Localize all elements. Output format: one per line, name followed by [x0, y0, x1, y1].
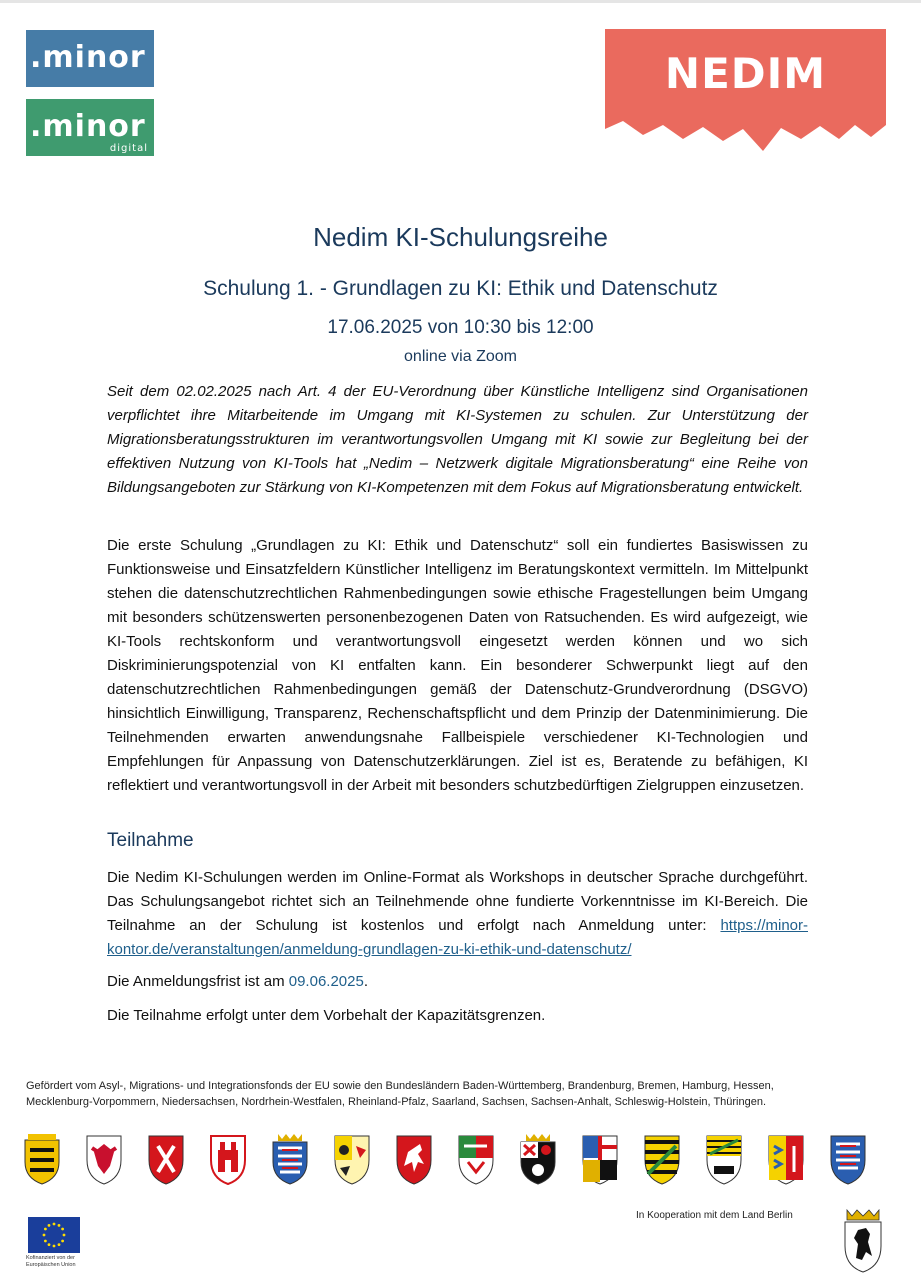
eu-flag-icon	[28, 1217, 80, 1253]
page-subtitle: Schulung 1. - Grundlagen zu KI: Ethik und Datenschutz	[203, 277, 718, 300]
deadline-suffix: .	[363, 973, 368, 990]
schleswig-holstein-crest-icon	[766, 1132, 806, 1186]
hamburg-crest-icon	[208, 1132, 248, 1186]
participation-heading: Teilnahme	[107, 830, 194, 851]
sachsen-anhalt-crest-icon	[704, 1132, 744, 1186]
cooperation-label: In Kooperation mit dem Land Berlin	[636, 1210, 793, 1221]
minor-digital-logo-text: .minor	[30, 109, 146, 144]
eu-text-line-1: Kofinanziert von der	[26, 1255, 75, 1261]
minor-digital-logo-sub: digital	[109, 143, 148, 154]
deadline-prefix: Die Anmeldungsfrist ist am	[107, 973, 289, 990]
page-title: Nedim KI-Schulungsreihe	[313, 222, 608, 252]
sachsen-crest-icon	[642, 1132, 682, 1186]
bremen-crest-icon	[146, 1132, 186, 1186]
saarland-crest-icon	[580, 1132, 620, 1186]
nordrhein-westfalen-crest-icon	[456, 1132, 496, 1186]
minor-digital-logo	[26, 99, 154, 156]
deadline-date: 09.06.2025	[288, 973, 364, 990]
capacity-note: Die Teilnahme erfolgt unter dem Vorbehalt der Kapazitätsgrenzen.	[107, 1007, 546, 1024]
deadline-paragraph	[107, 970, 808, 994]
description-paragraph: Die erste Schulung „Grundlagen zu KI: Ethik und Datenschutz“ soll ein fundiertes Basiswissen zu Funktionsweise und Einsatzfeldern Künstlicher Intelligenz im Beratungskontext vermitteln. Im Mittelpunkt stehen die datenschutzrechtlichen Rahmenbedingungen sowie ethische Fragestellungen beim Umgang mit besonders schützenswerten personenbezogenen Daten von Ratsuchenden. Es wird aufgezeigt, wie KI-Tools rechtskonform und verantwortungsvoll eingesetzt werden können und wo sich Diskriminierungspotenzial von KI entfalten kann. Ein besonderer Schwerpunkt liegt auf den datenschutzrechtlichen Rahmenbedingungen gemäß der Datenschutz-Grundverordnung (DSGVO) hinsichtlich Einwilligung, Transparenz, Rechenschaftspflicht und dem Prinzip der Datenminimierung. Die Teilnehmenden erwarten anwendungsnahe Fallbeispiele verschiedener KI-Technologien und Empfehlungen für Anpassung von Datenschutzerklärungen. Ziel ist es, Beratende zu befähigen, KI reflektiert und verantwortungsvoll in der Arbeit mit besonders schutzbedürftigen Zielgruppen einzusetzen.	[107, 537, 808, 794]
participation-text: Die Nedim KI-Schulungen werden im Online-Format als Workshops in deutscher Sprache durchgeführt. Das Schulungsangebot richtet sich an Teilnehmende ohne fundierte Vorkenntnisse im KI-Bereich. Die Teilnahme an der Schulung ist kostenlos und erfolgt nach Anmeldung unter:	[107, 869, 808, 934]
registration-link[interactable]: https://minor-kontor.de/veranstaltungen/anmeldung-grundlagen-zu-ki-ethik-und-datenschutz/	[107, 917, 808, 958]
thueringen-crest-icon	[828, 1132, 868, 1186]
rheinland-pfalz-crest-icon	[518, 1132, 558, 1186]
event-date: 17.06.2025 von 10:30 bis 12:00	[327, 317, 594, 338]
participation-paragraph	[107, 866, 808, 962]
brandenburg-crest-icon	[84, 1132, 124, 1186]
baden-wuerttemberg-crest-icon	[22, 1132, 62, 1186]
eu-cofunding-label	[26, 1255, 106, 1269]
nedim-logo	[605, 29, 886, 155]
hessen-crest-icon	[270, 1132, 310, 1186]
niedersachsen-crest-icon	[394, 1132, 434, 1186]
nedim-logo-text: NEDIM	[664, 49, 827, 98]
berlin-crest-icon	[842, 1208, 884, 1274]
minor-logo-text: .minor	[30, 40, 146, 75]
intro-paragraph: Seit dem 02.02.2025 nach Art. 4 der EU-Verordnung über Künstliche Intelligenz sind Organisationen verpflichtet ihre Mitarbeitende im Umgang mit KI-Systemen zu schulen. Zur Unterstützung der Migrationsberatungsstrukturen im verantwortungsvollen Umgang mit KI sowie zur Begleitung bei der effektiven Nutzung von KI-Tools hat „Nedim – Netzwerk digitale Migrationsberatung“ eine Reihe von Bildungsangeboten zur Stärkung von KI-Kompetenzen mit dem Fokus auf Migrationsberatung entwickelt.	[107, 383, 808, 496]
state-crests	[22, 1132, 892, 1192]
funding-line-2: Mecklenburg-Vorpommern, Niedersachsen, Nordrhein-Westfalen, Rheinland-Pfalz, Saarland, Sachsen, Sachsen-Anhalt, Schleswig-Holstein, Thüringen.	[26, 1096, 767, 1108]
event-location: online via Zoom	[404, 348, 517, 365]
eu-text-line-2: Europäischen Union	[26, 1262, 76, 1268]
page-top-border	[0, 0, 921, 3]
minor-logo	[26, 30, 154, 87]
funding-notice	[26, 1078, 886, 1110]
funding-line-1: Gefördert vom Asyl-, Migrations- und Integrationsfonds der EU sowie den Bundesländern Baden-Württemberg, Brandenburg, Bremen, Hamburg, Hessen,	[26, 1080, 774, 1092]
mecklenburg-vorpommern-crest-icon	[332, 1132, 372, 1186]
